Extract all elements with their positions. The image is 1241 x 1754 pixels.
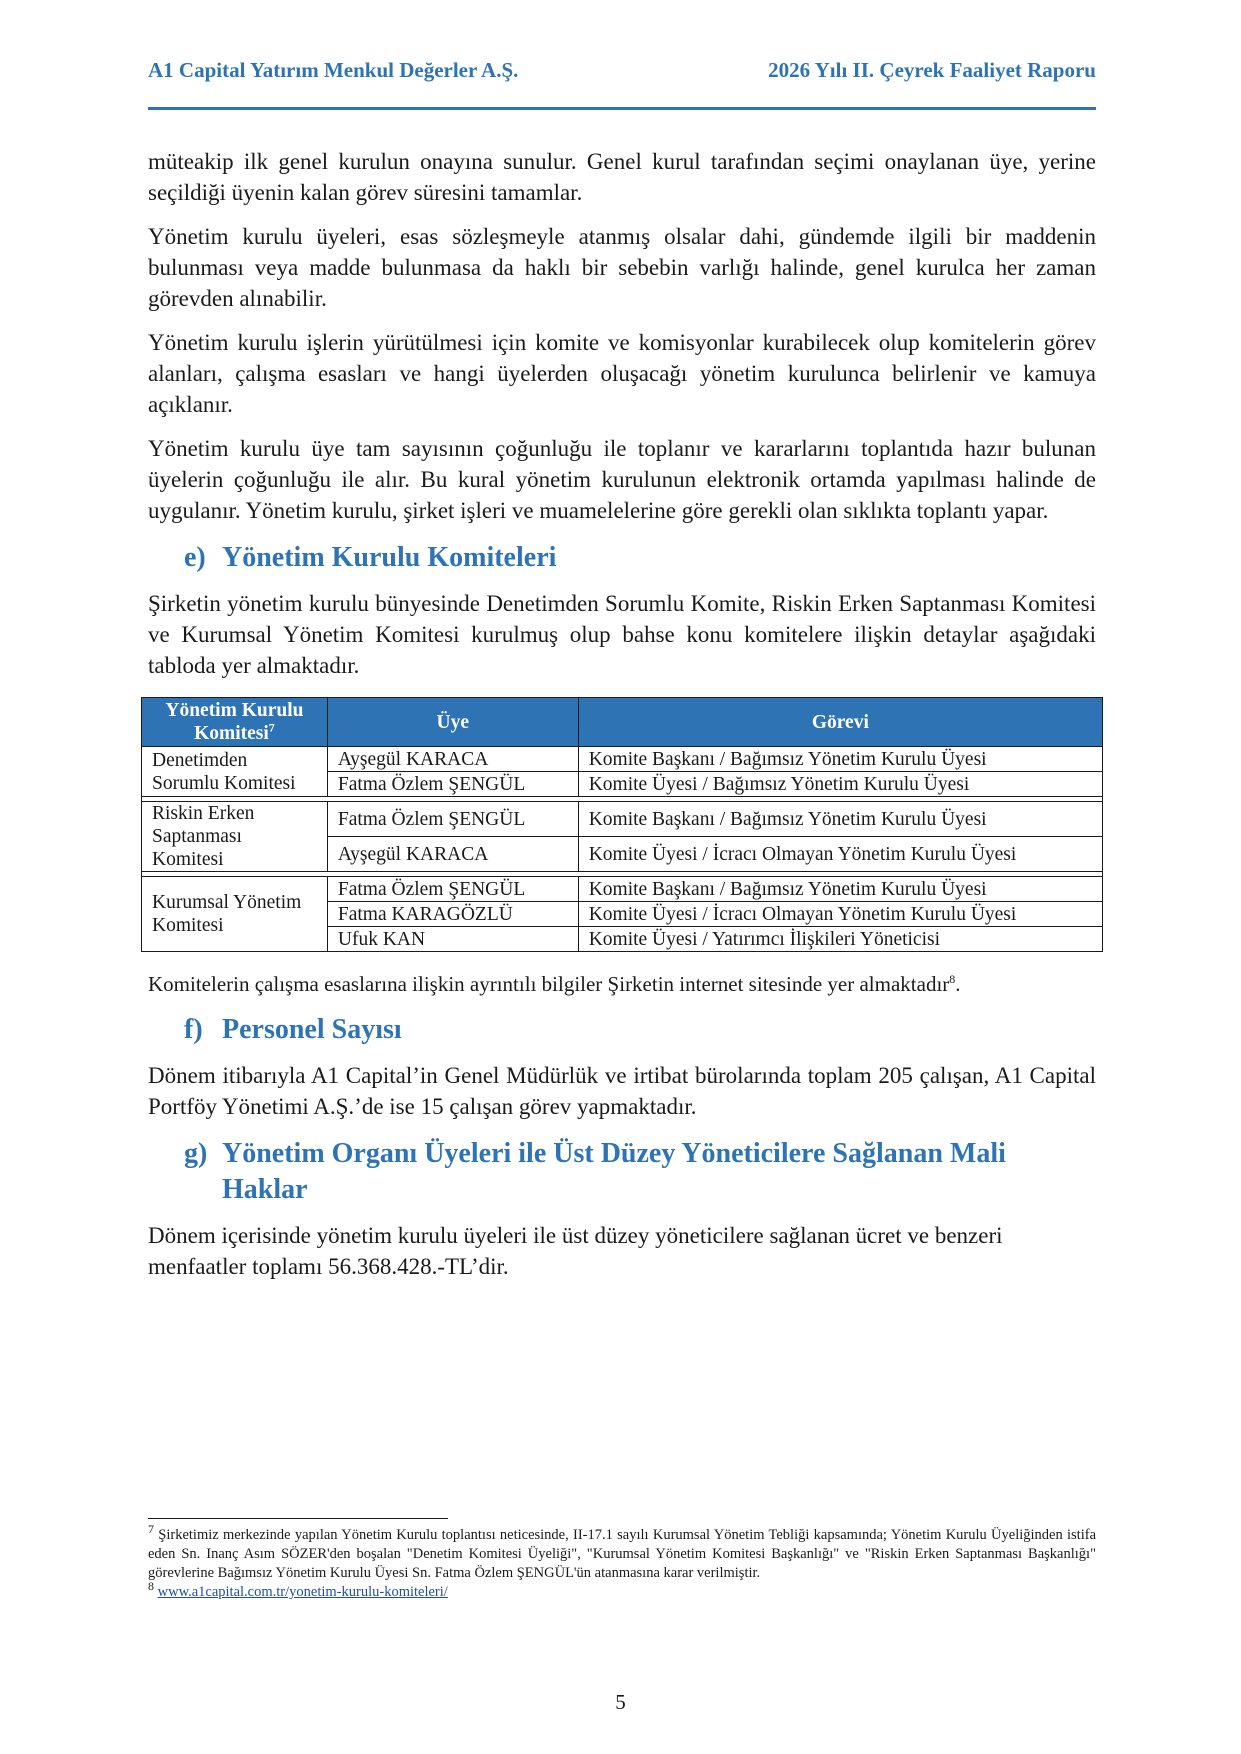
section-number: f) <box>184 1014 203 1045</box>
table-header-row <box>142 698 1103 747</box>
header-divider <box>148 107 1096 110</box>
compensation-text: Dönem içerisinde yönetim kurulu üyeleri ile üst düzey yöneticilere sağlanan ücret ve benzeri menfaatler toplamı 56.368.428.-TL’dir. <box>148 1223 1003 1279</box>
role-cell: Komite Başkanı / Bağımsız Yönetim Kurulu Üyesi <box>578 877 1102 902</box>
paragraph: müteakip ilk genel kurulun onayına sunulur. Genel kurul tarafından seçimi onaylanan üye, yerine seçildiği üyenin kalan görev süresini tamamlar. <box>148 149 1096 205</box>
footnote-divider <box>148 1518 448 1519</box>
section-heading-personnel <box>148 1012 1096 1048</box>
paragraph: Yönetim kurulu işlerin yürütülmesi için komite ve komisyonlar kurabilecek olup komitelerin görev alanları, çalışma esasları ve hangi üyelerden oluşacağı yönetim kurulunca belirlenir ve kamuya açıklanır. <box>148 330 1096 417</box>
role-cell: Komite Üyesi / İcracı Olmayan Yönetim Kurulu Üyesi <box>578 902 1102 927</box>
column-header-role: Görevi <box>578 698 1102 747</box>
committees-table <box>141 697 1103 952</box>
member-cell: Ufuk KAN <box>327 927 578 952</box>
footnote-7: $^7$ Şirketimiz merkezinde yapılan Yönetim Kurulu toplantısı neticesinde, II-17.1 sayılı Kurumsal Yönetim Tebliği kapsamında; Yönetim Kurulu Üyeliğinden istifa eden Sn. Inanç Asım SÖZER'den boşalan "Denetim Komitesi Üyeliği", "Kurumsal Yönetim Komitesi Başkanlığı" ve "Riskin Erken Saptanması Başkanlığı" görevlerine Bağımsız Yönetim Kurulu Üyesi Sn. Fatma Özlem ŞENGÜL'ün atanmasına karar verilmiştir. <box>148 1522 1097 1581</box>
page-header <box>148 58 1096 83</box>
column-header-committee: Yönetim Kurulu Komitesi$^7$ <box>142 698 328 747</box>
table-row <box>142 747 1103 772</box>
section-title: Yönetim Organı Üyeleri ile Üst Düzey Yöneticilere Sağlanan Mali Haklar <box>222 1138 1006 1205</box>
role-cell: Komite Üyesi / Bağımsız Yönetim Kurulu Üyesi <box>578 772 1102 797</box>
footnote-ref: 7 <box>268 720 275 735</box>
committees-web-link[interactable]: www.a1capital.com.tr/yonetim-kurulu-komiteleri/ <box>157 1584 448 1600</box>
committee-name: Denetimden Sorumlu Komitesi <box>142 747 328 797</box>
member-cell: Ayşegül KARACA <box>327 747 578 772</box>
paragraph: Yönetim kurulu üyeleri, esas sözleşmeyle atanmış olsalar dahi, gündemde ilgili bir maddenin bulunması veya madde bulunmasa da haklı bir sebebin varlığı halinde, genel kurulca her zaman görevden alınabilir. <box>148 224 1096 311</box>
section-heading-compensation <box>148 1136 1096 1208</box>
committee-name: Riskin Erken Saptanması Komitesi <box>142 802 328 872</box>
footnotes <box>148 1522 1097 1602</box>
page-content <box>148 146 1096 1295</box>
section-number: e) <box>184 542 206 573</box>
table-row <box>142 877 1103 902</box>
column-header-member: Üye <box>327 698 578 747</box>
member-cell: Fatma Özlem ŞENGÜL <box>327 802 578 837</box>
member-cell: Fatma Özlem ŞENGÜL <box>327 772 578 797</box>
member-cell: Ayşegül KARACA <box>327 837 578 872</box>
member-cell: Fatma Özlem ŞENGÜL <box>327 877 578 902</box>
table-row <box>142 802 1103 837</box>
section-heading-committees <box>148 540 1096 576</box>
committees-intro: Şirketin yönetim kurulu bünyesinde Denetimden Sorumlu Komite, Riskin Erken Saptanması Komitesi ve Kurumsal Yönetim Komitesi kurulmuş olup bahse konu komitelere ilişkin detaylar aşağıdaki tabloda yer almaktadır. <box>148 591 1096 678</box>
paragraph: Yönetim kurulu üye tam sayısının çoğunluğu ile toplanır ve kararlarını toplantıda hazır bulunan üyelerin çoğunluğu ile alır. Bu kural yönetim kurulunun elektronik ortamda yapılması halinde de uygulanır. Yönetim kurulu, şirket işleri ve muamelelerine göre gerekli olan sıklıkta toplantı yapar. <box>148 436 1096 523</box>
section-number: g) <box>184 1138 208 1169</box>
member-cell: Fatma KARAGÖZLÜ <box>327 902 578 927</box>
section-title: Personel Sayısı <box>222 1014 402 1045</box>
committee-name: Kurumsal Yönetim Komitesi <box>142 877 328 952</box>
personnel-text: Dönem itibarıyla A1 Capital’in Genel Müdürlük ve irtibat bürolarında toplam 205 çalışan, A1 Capital Portföy Yönetimi A.Ş.’de ise 15 çalışan görev yapmaktadır. <box>148 1063 1096 1119</box>
footnote-ref: 8 <box>949 972 956 986</box>
header-report-title: 2026 Yılı II. Çeyrek Faaliyet Raporu <box>768 58 1096 82</box>
role-cell: Komite Üyesi / İcracı Olmayan Yönetim Kurulu Üyesi <box>578 837 1102 872</box>
committees-note: Komitelerin çalışma esaslarına ilişkin ayrıntılı bilgiler Şirketin internet sitesinde yer almaktadır$^8$. <box>148 972 961 996</box>
footnote-8: $^8$ www.a1capital.com.tr/yonetim-kurulu-komiteleri/ <box>148 1579 448 1600</box>
page-number: 5 <box>615 1690 626 1714</box>
role-cell: Komite Başkanı / Bağımsız Yönetim Kurulu Üyesi <box>578 802 1102 837</box>
role-cell: Komite Başkanı / Bağımsız Yönetim Kurulu Üyesi <box>578 747 1102 772</box>
role-cell: Komite Üyesi / Yatırımcı İlişkileri Yöneticisi <box>578 927 1102 952</box>
section-title: Yönetim Kurulu Komiteleri <box>222 542 557 573</box>
header-company: A1 Capital Yatırım Menkul Değerler A.Ş. <box>148 58 519 82</box>
